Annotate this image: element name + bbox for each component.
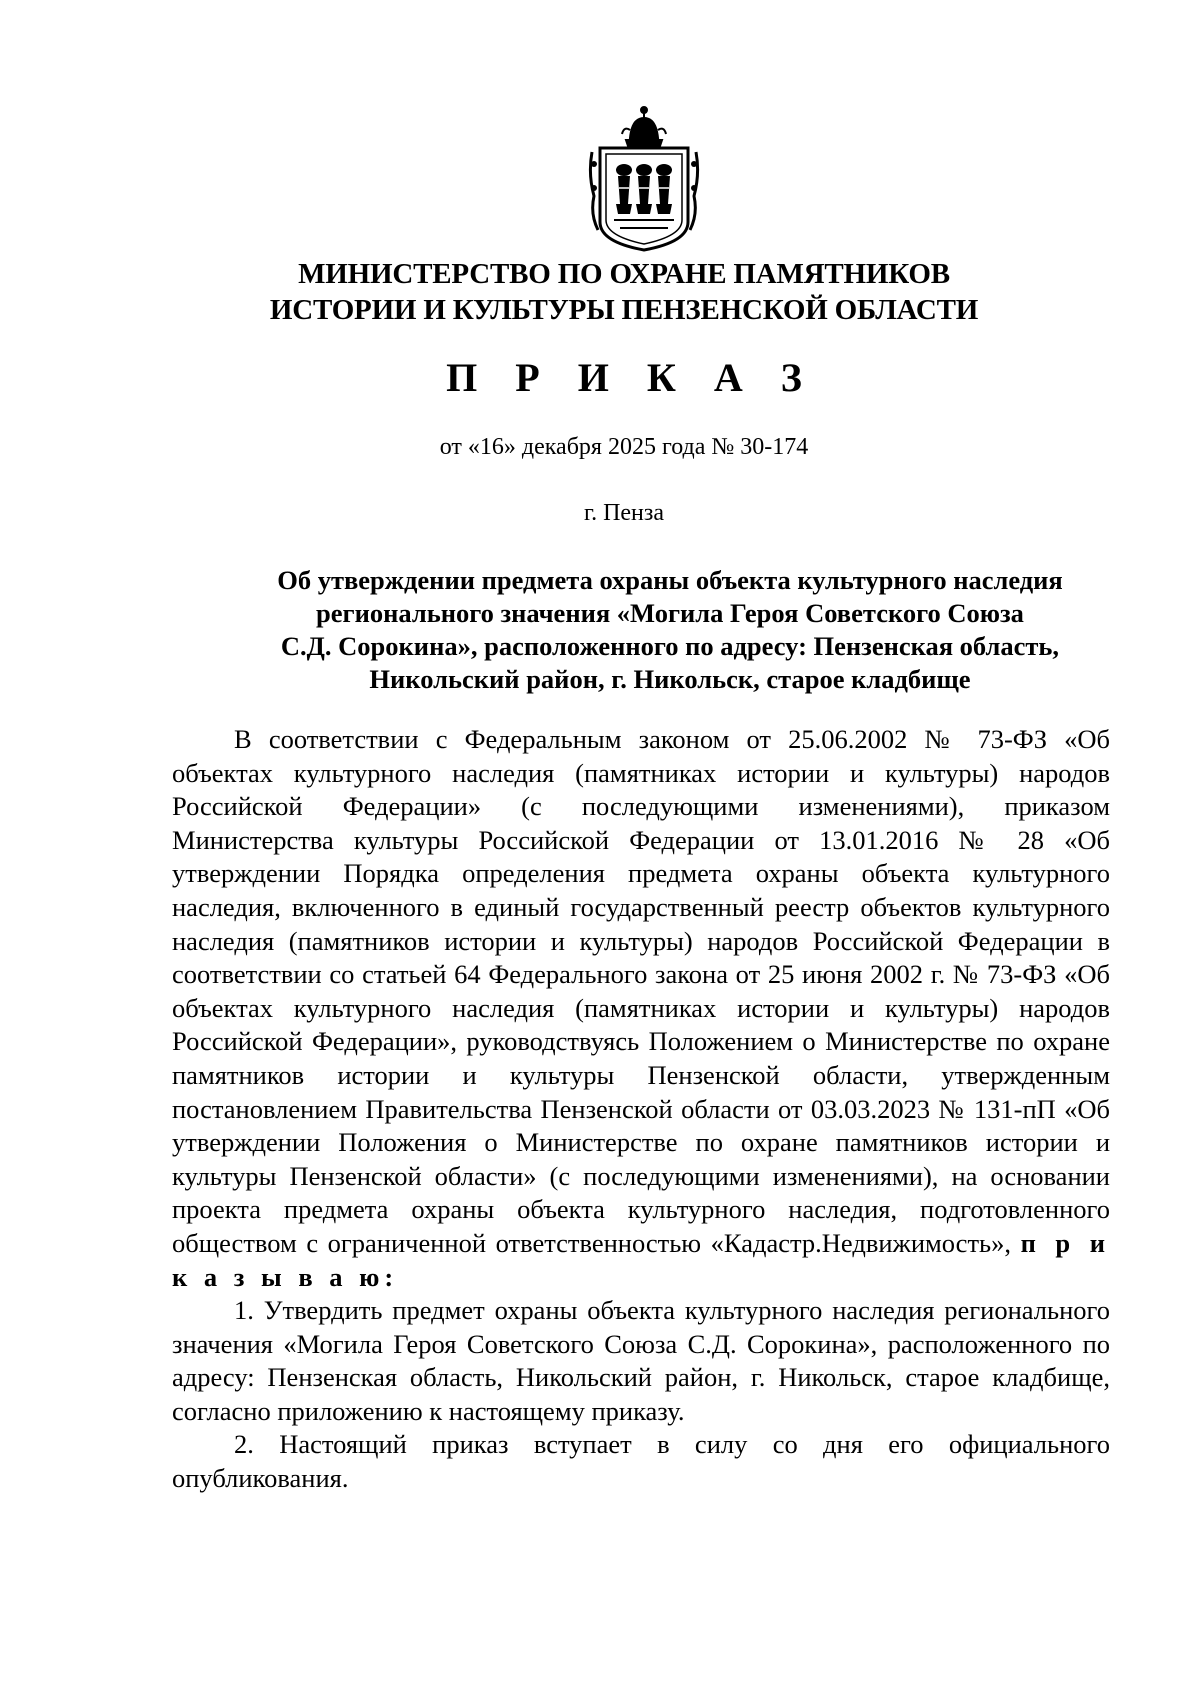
order-date-number: от «16» декабря 2025 года № 30-174	[439, 434, 809, 460]
order-subject	[230, 564, 1110, 696]
ministry-name-line-2: ИСТОРИИ И КУЛЬТУРЫ ПЕНЗЕНСКОЙ ОБЛАСТИ	[269, 294, 979, 326]
ministry-name-line-1: МИНИСТЕРСТВО ПО ОХРАНЕ ПАМЯТНИКОВ	[298, 258, 950, 290]
preamble-text: В соответствии с Федеральным законом от 25.06.2002 № 73-ФЗ «Об объектах культурного наследия (памятниках истории и культуры) народов Российской Федерации» (с последующими изменениями), приказом Министерства культуры Российской Федерации от 13.01.2016 № 28 «Об утверждении Порядка определения предмета охраны объекта культурного наследия, включенного в единый государственный реестр объектов культурного наследия (памятников истории и культуры) народов Российской Федерации в соответствии со статьей 64 Федерального закона от 25 июня 2002 г. № 73-ФЗ «Об объектах культурного наследия (памятниках истории и культуры) народов Российской Федерации», руководствуясь Положением о Министерстве по охране памятников истории и культуры Пензенской области, утвержденным постановлением Правительства Пензенской области от 03.03.2023 № 131-пП «Об утверждении Положения о Министерстве по охране памятников истории и культуры Пензенской области» (с последующими изменениями), на основании проекта предмета охраны объекта культурного наследия, подготовленного обществом с ограниченной ответственностью «Кадастр.Недвижимость»,	[172, 724, 1110, 1258]
order-city: г. Пенза	[583, 500, 665, 526]
ministry-name	[0, 256, 1200, 328]
subject-line-2: регионального значения «Могила Героя Советского Союза	[316, 598, 1024, 628]
decree-word: п р и к а з ы в а ю:	[172, 1227, 1110, 1292]
subject-line-3: С.Д. Сорокина», расположенного по адресу: Пензенская область,	[280, 631, 1060, 661]
preamble-paragraph	[172, 723, 1110, 1294]
order-item-2: 2. Настоящий приказ вступает в силу со дня его официального опубликования.	[172, 1429, 1110, 1494]
order-title: П Р И К А З	[446, 355, 816, 400]
subject-line-1: Об утверждении предмета охраны объекта культурного наследия	[277, 565, 1063, 595]
order-item-1: 1. Утвердить предмет охраны объекта культурного наследия регионального значения «Могила Героя Советского Союза С.Д. Сорокина», расположенного по адресу: Пензенская область, Никольский район, г. Никольск, старое кладбище, согласно приложению к настоящему приказу.	[172, 1295, 1110, 1426]
penza-oblast-coat-of-arms-icon	[588, 104, 700, 252]
subject-line-4: Никольский район, г. Никольск, старое кладбище	[369, 664, 971, 694]
order-body	[172, 723, 1110, 1496]
